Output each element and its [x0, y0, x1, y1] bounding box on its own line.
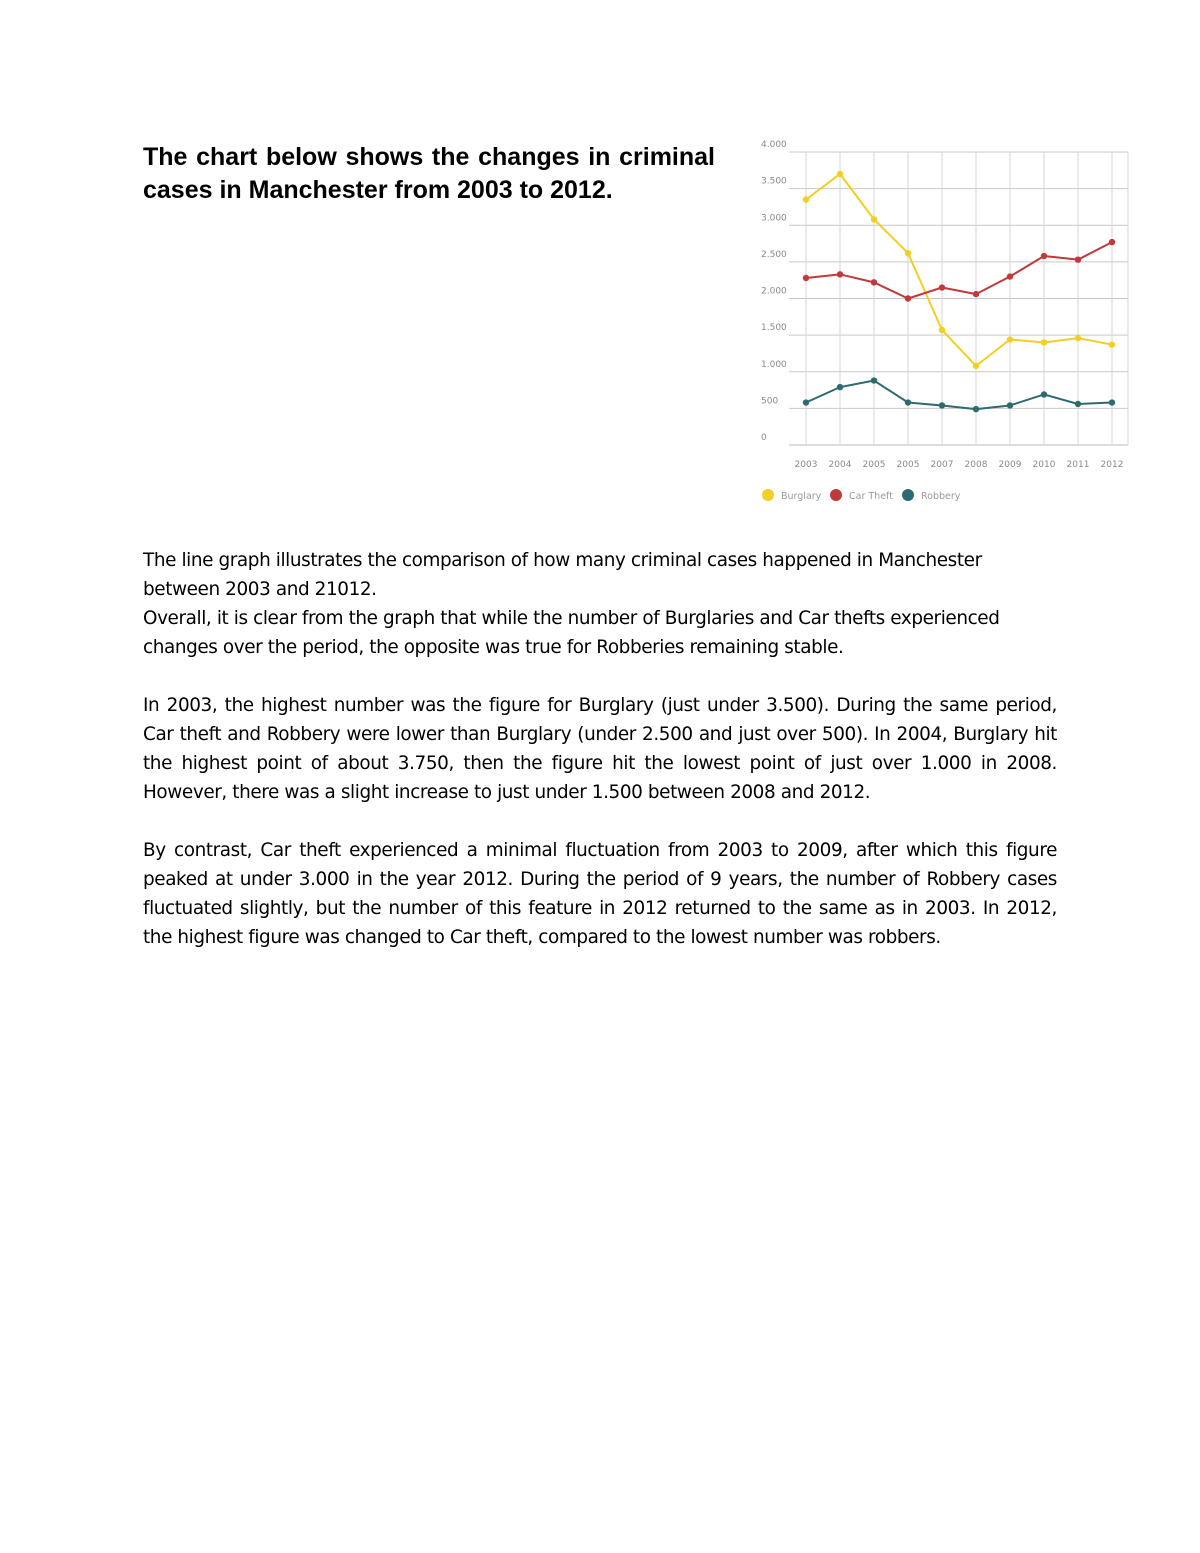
y-tick-label: 0: [761, 433, 767, 443]
data-point: [1109, 341, 1115, 347]
body-text: [143, 546, 1057, 952]
series-line-robbery: [806, 381, 1112, 410]
data-point: [939, 284, 945, 290]
data-point: [1007, 336, 1013, 342]
data-point: [1109, 239, 1115, 245]
x-tick-label: 2003: [794, 460, 818, 470]
paragraph-car-theft: By contrast, Car theft experienced a minimal fluctuation from 2003 to 2009, after which this figure peaked at under 3.000 in the year 2012. During the period of 9 years, the number of Robbery cases fluctuated slightly, but the number of this feature in 2012 returned to the same as in 2003. In 2012, the highest figure was changed to Car theft, compared to the lowest number was robbers.: [143, 840, 1057, 948]
data-point: [803, 275, 809, 281]
data-point: [803, 196, 809, 202]
data-point: [905, 399, 911, 405]
y-tick-label: 3.500: [761, 176, 787, 187]
y-tick-label: 2.500: [761, 249, 787, 260]
legend-marker: [902, 489, 914, 501]
data-point: [1041, 391, 1047, 397]
legend-label: Burglary: [781, 491, 822, 502]
paragraph-intro: The line graph illustrates the comparison of how many criminal cases happened in Manchester between 2003 and 21012.: [143, 550, 982, 600]
data-point: [939, 402, 945, 408]
data-point: [803, 399, 809, 405]
x-tick-label: 2012: [1100, 460, 1124, 470]
data-point: [1041, 339, 1047, 345]
data-point: [1109, 399, 1115, 405]
x-tick-label: 2005: [862, 460, 886, 470]
data-point: [871, 216, 877, 222]
data-point: [1075, 335, 1081, 341]
data-point: [837, 171, 843, 177]
legend-label: Car Theft: [849, 491, 893, 502]
data-point: [973, 291, 979, 297]
x-tick-label: 2009: [998, 460, 1022, 470]
y-tick-label: 3.000: [761, 213, 787, 224]
y-tick-label: 1.000: [761, 359, 787, 370]
x-tick-label: 2007: [930, 460, 954, 470]
chart-svg: [752, 140, 1137, 510]
x-tick-label: 2011: [1066, 460, 1090, 470]
data-point: [973, 363, 979, 369]
paragraph-burglary: In 2003, the highest number was the figure for Burglary (just under 3.500). During the same period, Car theft and Robbery were lower than Burglary (under 2.500 and just over 500). In 2004, Burglary hit the highest point of about 3.750, then the figure hit the lowest point of just over 1.000 in 2008. However, there was a slight increase to just under 1.500 between 2008 and 2012.: [143, 695, 1057, 803]
x-tick-label: 2008: [964, 460, 988, 470]
data-point: [1075, 256, 1081, 262]
data-point: [973, 406, 979, 412]
data-point: [871, 377, 877, 383]
data-point: [837, 271, 843, 277]
data-point: [837, 384, 843, 390]
data-point: [1041, 253, 1047, 259]
data-point: [905, 250, 911, 256]
x-tick-label: 2005: [896, 460, 920, 470]
series-line-car-theft: [806, 242, 1112, 298]
legend-marker: [830, 489, 842, 501]
data-point: [1007, 273, 1013, 279]
data-point: [1075, 401, 1081, 407]
y-tick-label: 4.000: [761, 140, 787, 150]
line-chart: [752, 140, 1137, 510]
data-point: [905, 295, 911, 301]
y-tick-label: 1.500: [761, 323, 787, 334]
y-tick-label: 500: [761, 396, 779, 407]
x-tick-label: 2010: [1032, 460, 1056, 470]
paragraph-overview: Overall, it is clear from the graph that while the number of Burglaries and Car thefts experienced changes over the period, the opposite was true for Robberies remaining stable.: [143, 608, 1000, 658]
legend-label: Robbery: [921, 491, 961, 502]
data-point: [1007, 402, 1013, 408]
page-heading: The chart below shows the changes in criminal cases in Manchester from 2003 to 2012.: [143, 143, 715, 204]
data-point: [939, 327, 945, 333]
data-point: [871, 279, 877, 285]
y-tick-label: 2.000: [761, 286, 787, 297]
series-line-burglary: [806, 174, 1112, 366]
legend-marker: [762, 489, 774, 501]
x-tick-label: 2004: [828, 460, 852, 470]
